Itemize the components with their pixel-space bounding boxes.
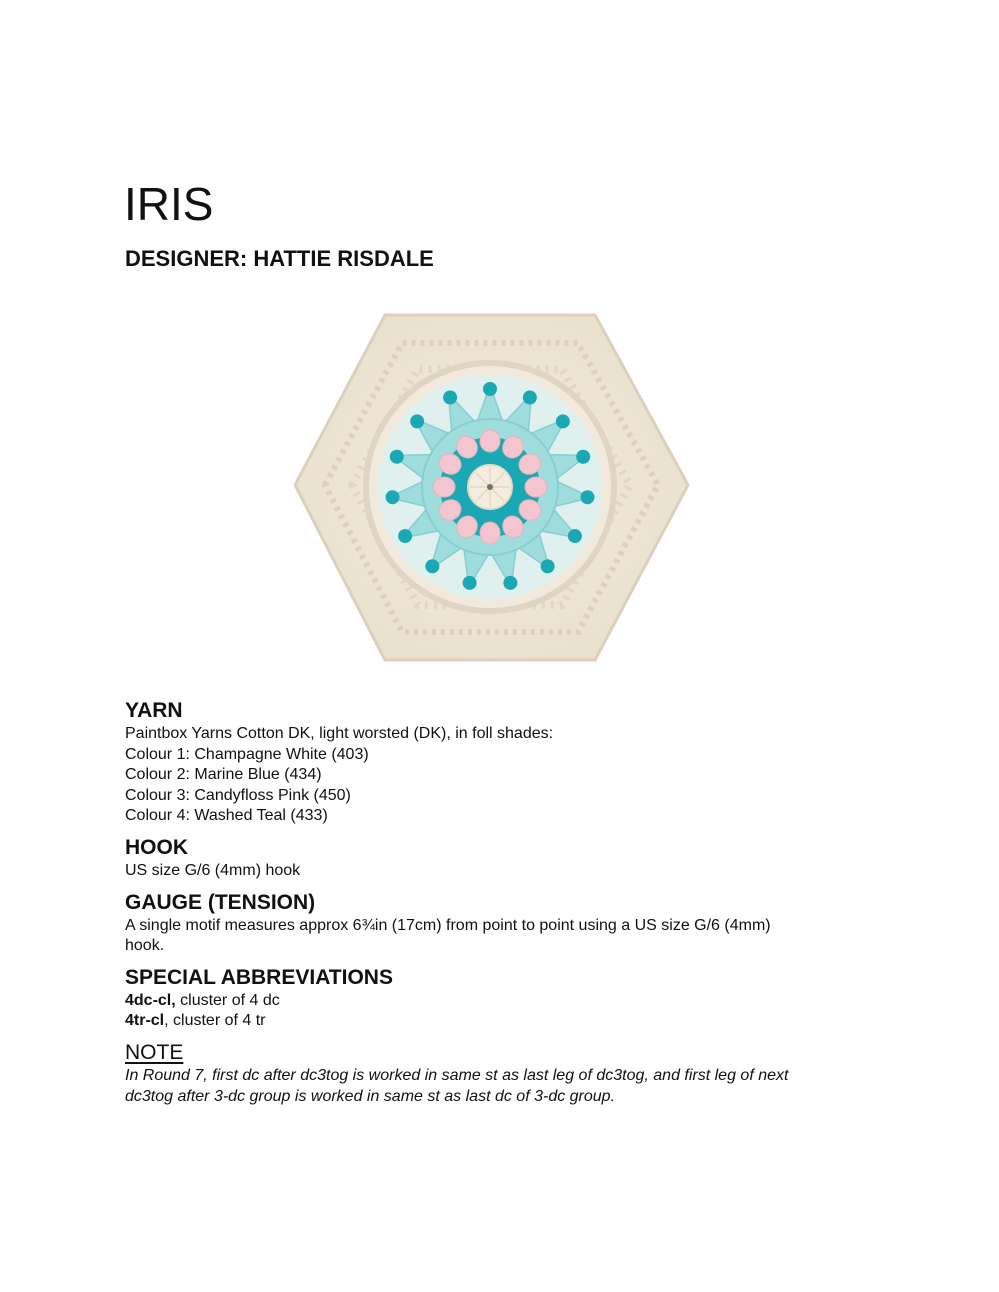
yarn-heading: YARN: [125, 699, 183, 722]
motif-photo: [290, 305, 690, 670]
designer-credit: DESIGNER: HATTIE RISDALE: [125, 246, 434, 271]
abbreviation-definition: , cluster of 4 tr: [164, 1012, 266, 1030]
note-heading: NOTE: [125, 1040, 184, 1064]
abbreviation-term: 4tr-cl: [125, 1012, 165, 1030]
abbreviation-item: [125, 1011, 885, 1032]
note-text-line-2: dc3tog after 3-dc group is worked in same st as last dc of 3-dc group.: [125, 1087, 616, 1105]
gauge-text-line-1: A single motif measures approx 6¾in (17cm) from point to point using a US size G/6 (4mm): [125, 916, 771, 934]
abbreviations-heading: SPECIAL ABBREVIATIONS: [125, 965, 393, 989]
gauge-text-line-2: hook.: [125, 937, 165, 955]
note-section: [125, 1040, 885, 1107]
yarn-description: Paintbox Yarns Cotton DK, light worsted (DK), in foll shades:: [125, 725, 554, 742]
abbreviation-term: 4dc-cl,: [125, 991, 176, 1009]
yarn-section: [125, 698, 885, 827]
pattern-details: [125, 698, 885, 1107]
gauge-section: [125, 890, 885, 957]
hook-size: US size G/6 (4mm) hook: [125, 861, 301, 879]
abbreviation-item: [125, 991, 885, 1012]
gauge-heading: GAUGE (TENSION): [125, 890, 316, 914]
yarn-colour-4: Colour 4: Washed Teal (433): [125, 807, 328, 825]
abbreviations-section: [125, 965, 885, 1032]
abbreviation-definition: cluster of 4 dc: [175, 991, 280, 1009]
hook-section: [125, 835, 885, 882]
yarn-colour-3: Colour 3: Candyfloss Pink (450): [125, 786, 351, 804]
note-text-line-1: In Round 7, first dc after dc3tog is worked in same st as last leg of dc3tog, and first leg of next: [125, 1066, 789, 1084]
hook-heading: HOOK: [125, 835, 188, 859]
pattern-title: IRIS: [124, 178, 214, 230]
hexagon-motif-illustration: [290, 305, 690, 670]
yarn-colour-2: Colour 2: Marine Blue (434): [125, 766, 322, 784]
yarn-colour-1: Colour 1: Champagne White (403): [125, 745, 369, 763]
